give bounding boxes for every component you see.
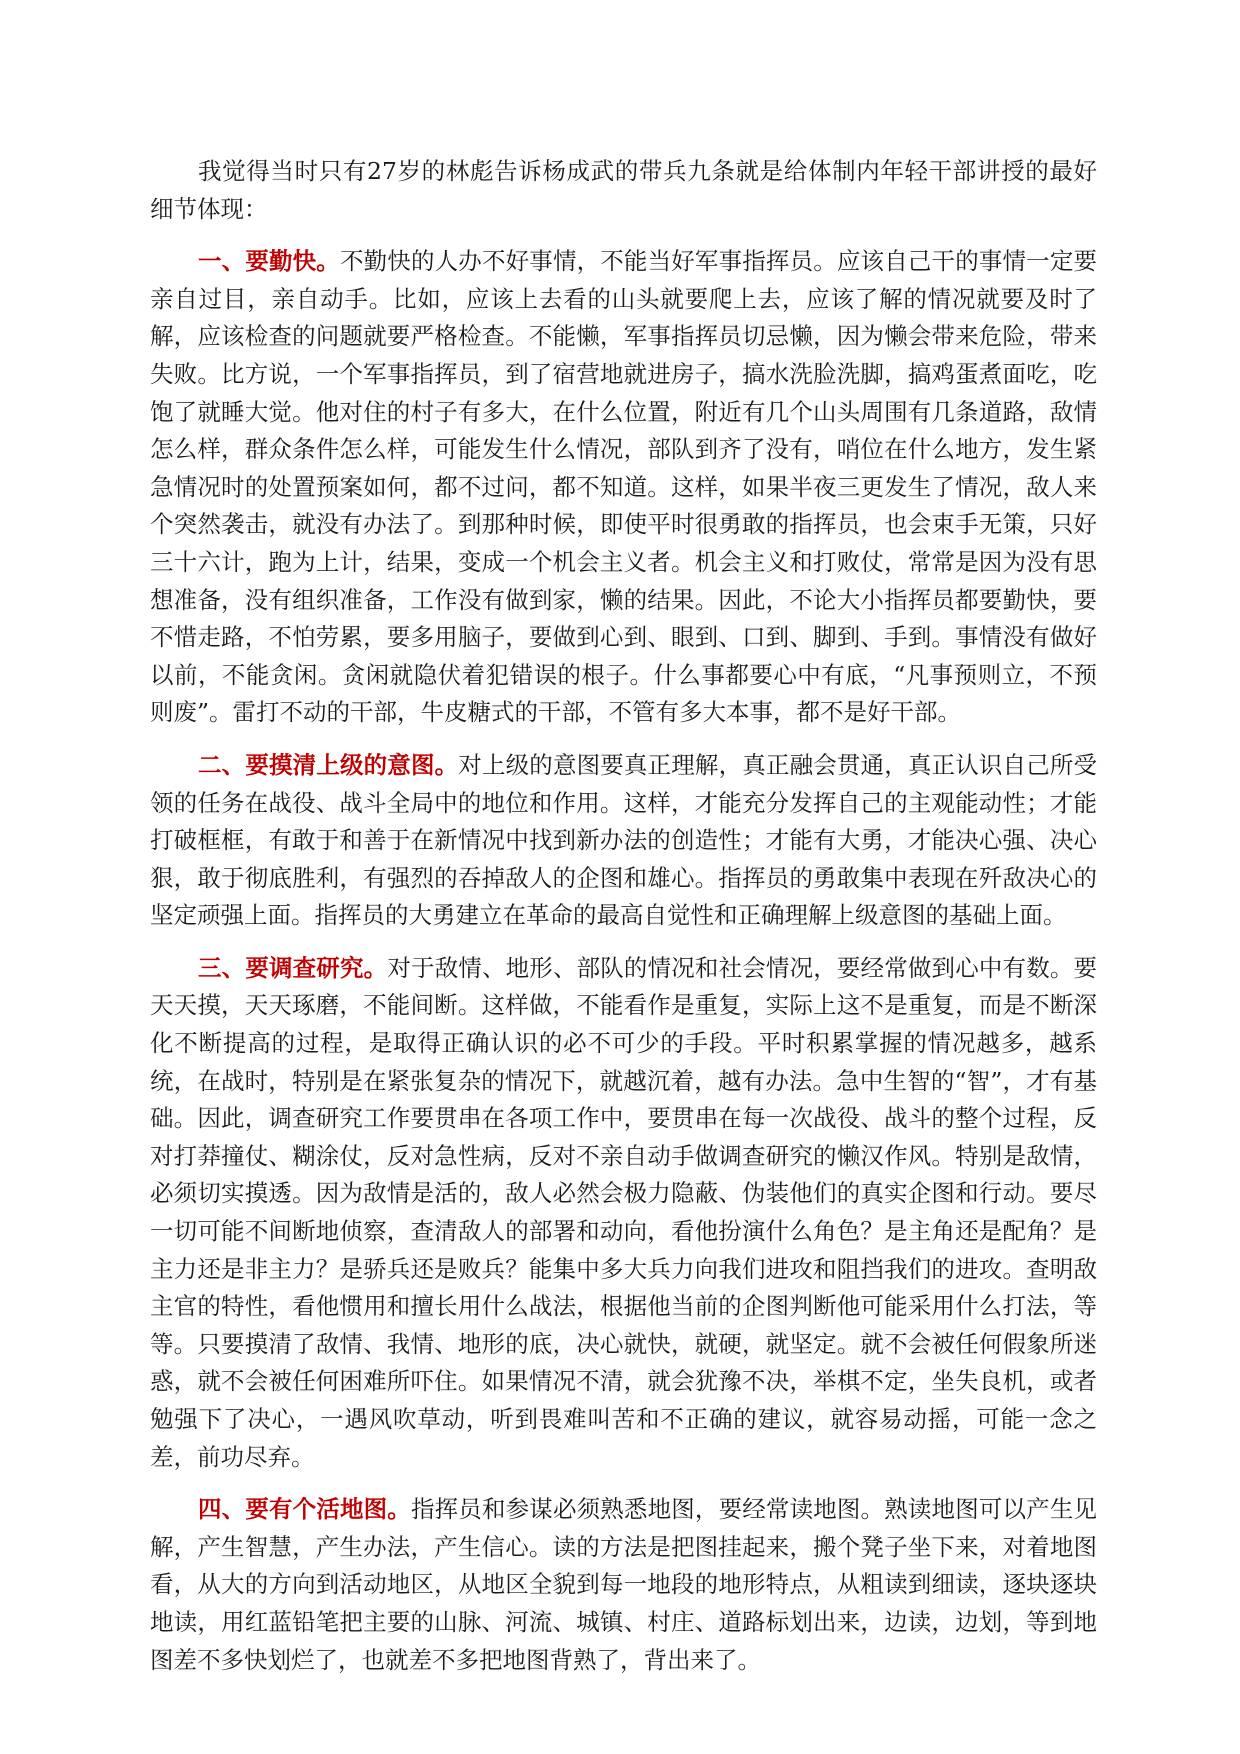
section-heading-2: 二、要摸清上级的意图。 bbox=[198, 750, 459, 779]
section-paragraph-4 bbox=[150, 1491, 1097, 1679]
section-paragraph-2 bbox=[150, 747, 1097, 935]
section-body-3: 对于敌情、地形、部队的情况和社会情况，要经常做到心中有数。要天天摸，天天琢磨，不能间断。这样做，不能看作是重复，实际上这不是重复，而是不断深化不断提高的过程，是取得正确认识的必不可少的手段。平时积累掌握的情况越多，越系统，在战时，特别是在紧张复杂的情况下，就越沉着，越有办法。急中生智的“智”，才有基础。因此，调查研究工作要贯串在各项工作中，要贯串在每一次战役、战斗的整个过程，反对打莽撞仗、糊涂仗，反对急性病，反对不亲自动手做调查研究的懒汉作风。特别是敌情，必须切实摸透。因为敌情是活的，敌人必然会极力隐蔽、伪装他们的真实企图和行动。要尽一切可能不间断地侦察，查清敌人的部署和动向，看他扮演什么角色？是主角还是配角？是主力还是非主力？是骄兵还是败兵？能集中多大兵力向我们进攻和阻挡我们的进攻。查明敌主官的特性，看他惯用和擅长用什么战法，根据他当前的企图判断他可能采用什么打法，等等。只要摸清了敌情、我情、地形的底，决心就快，就硬，就坚定。就不会被任何假象所迷惑，就不会被任何困难所吓住。如果情况不清，就会犹豫不决，举棋不定，坐失良机，或者勉强下了决心，一遇风吹草动，听到畏难叫苦和不正确的建议，就容易动摇，可能一念之差，前功尽弃。 bbox=[150, 953, 1098, 1471]
section-heading-1: 一、要勤快。 bbox=[198, 247, 340, 276]
section-body-1: 不勤快的人办不好事情，不能当好军事指挥员。应该自己干的事情一定要亲自过目，亲自动手。比如，应该上去看的山头就要爬上去，应该了解的情况就要及时了解，应该检查的问题就要严格检查。不能懒，军事指挥员切忌懒，因为懒会带来危险，带来失败。比方说，一个军事指挥员，到了宿营地就进房子，搞水洗脸洗脚，搞鸡蛋煮面吃，吃饱了就睡大觉。他对住的村子有多大，在什么位置，附近有几个山头周围有几条道路，敌情怎么样，群众条件怎么样，可能发生什么情况，部队到齐了没有，哨位在什么地方，发生紧急情况时的处置预案如何，都不过问，都不知道。这样，如果半夜三更发生了情况，敌人来个突然袭击，就没有办法了。到那种时候，即使平时很勇敢的指挥员，也会束手无策，只好三十六计，跑为上计，结果，变成一个机会主义者。机会主义和打败仗，常常是因为没有思想准备，没有组织准备，工作没有做到家，懒的结果。因此，不论大小指挥员都要勤快，要不惜走路，不怕劳累，要多用脑子，要做到心到、眼到、口到、脚到、手到。事情没有做好以前，不能贪闲。贪闲就隐伏着犯错误的根子。什么事都要心中有底，“凡事预则立，不预则废”。雷打不动的干部，牛皮糖式的干部，不管有多大本事，都不是好干部。 bbox=[150, 247, 1098, 727]
intro-text: 我觉得当时只有27岁的林彪告诉杨成武的带兵九条就是给体制内年轻干部讲授的最好细节体现： bbox=[150, 157, 1097, 223]
document-body bbox=[150, 153, 1097, 1694]
section-paragraph-3 bbox=[150, 950, 1097, 1476]
section-body-4: 指挥员和参谋必须熟悉地图，要经常读地图。熟读地图可以产生见解，产生智慧，产生办法，产生信心。读的方法是把图挂起来，搬个凳子坐下来，对着地图看，从大的方向到活动地区，从地区全貌到每一地段的地形特点，从粗读到细读，逐块逐块地读，用红蓝铅笔把主要的山脉、河流、城镇、村庄、道路标划出来，边读，边划，等到地图差不多快划烂了，也就差不多把地图背熟了，背出来了。 bbox=[150, 1495, 1098, 1674]
section-body-2: 对上级的意图要真正理解，真正融会贯通，真正认识自己所受领的任务在战役、战斗全局中的地位和作用。这样，才能充分发挥自己的主观能动性；才能打破框框，有敢于和善于在新情况中找到新办法的创造性；才能有大勇，才能决心强、决心狠，敢于彻底胜利，有强烈的吞掉敌人的企图和雄心。指挥员的勇敢集中表现在歼敌决心的坚定顽强上面。指挥员的大勇建立在革命的最高自觉性和正确理解上级意图的基础上面。 bbox=[150, 750, 1098, 930]
intro-paragraph bbox=[150, 153, 1097, 228]
section-paragraph-1 bbox=[150, 243, 1097, 732]
section-heading-3: 三、要调查研究。 bbox=[198, 953, 388, 982]
section-heading-4: 四、要有个活地图。 bbox=[198, 1495, 411, 1524]
